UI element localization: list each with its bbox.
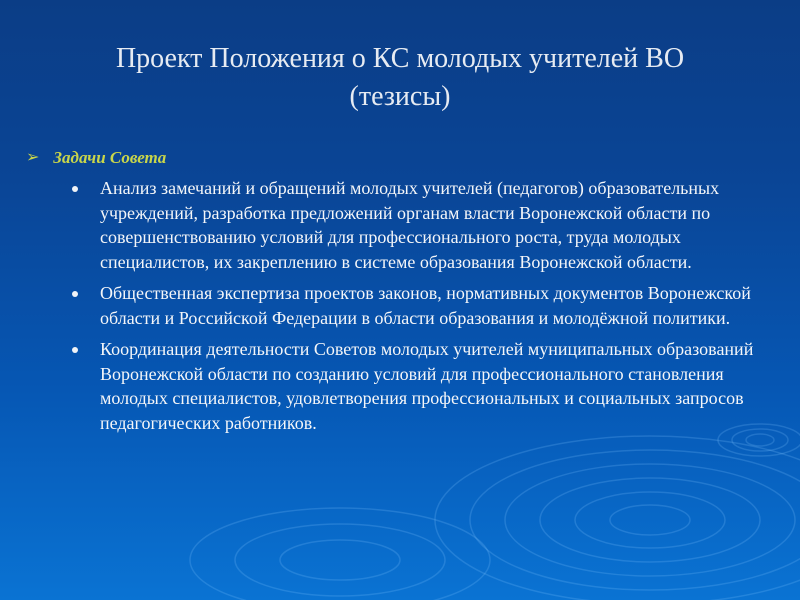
list-item-text: Координация деятельности Советов молодых учителей муниципальных образований Воронежской области по созданию условий для профессионального становления молодых специалистов, удовлетворения профессиональных и социальных запросов педагогических работников.: [100, 339, 754, 433]
slide-title: [40, 40, 760, 116]
list-item-text: Общественная экспертиза проектов законов, нормативных документов Воронежской области и Российской Федерации в области образования и молодёжной политики.: [100, 283, 751, 328]
section-label: Задачи Совета: [53, 148, 167, 167]
list-item: [72, 337, 762, 435]
bullet-dot-icon: [72, 347, 78, 353]
bullet-dot-icon: [72, 186, 78, 192]
list-item-text: Анализ замечаний и обращений молодых учителей (педагогов) образовательных учреждений, разработка предложений органам власти Воронежской области по совершенствованию условий для профессионального роста, труда молодых специалистов, их закреплению в системе образования Воронежской области.: [100, 178, 720, 272]
arrow-bullet-icon: ➢: [26, 149, 40, 166]
list-item: [72, 281, 762, 330]
bullet-list: [72, 176, 762, 442]
list-item: [72, 176, 762, 274]
bullet-dot-icon: [72, 291, 78, 297]
section-heading: [26, 148, 166, 168]
title-line-2: (тезисы): [349, 81, 451, 112]
title-line-1: Проект Положения о КС молодых учителей ВО: [115, 43, 685, 74]
